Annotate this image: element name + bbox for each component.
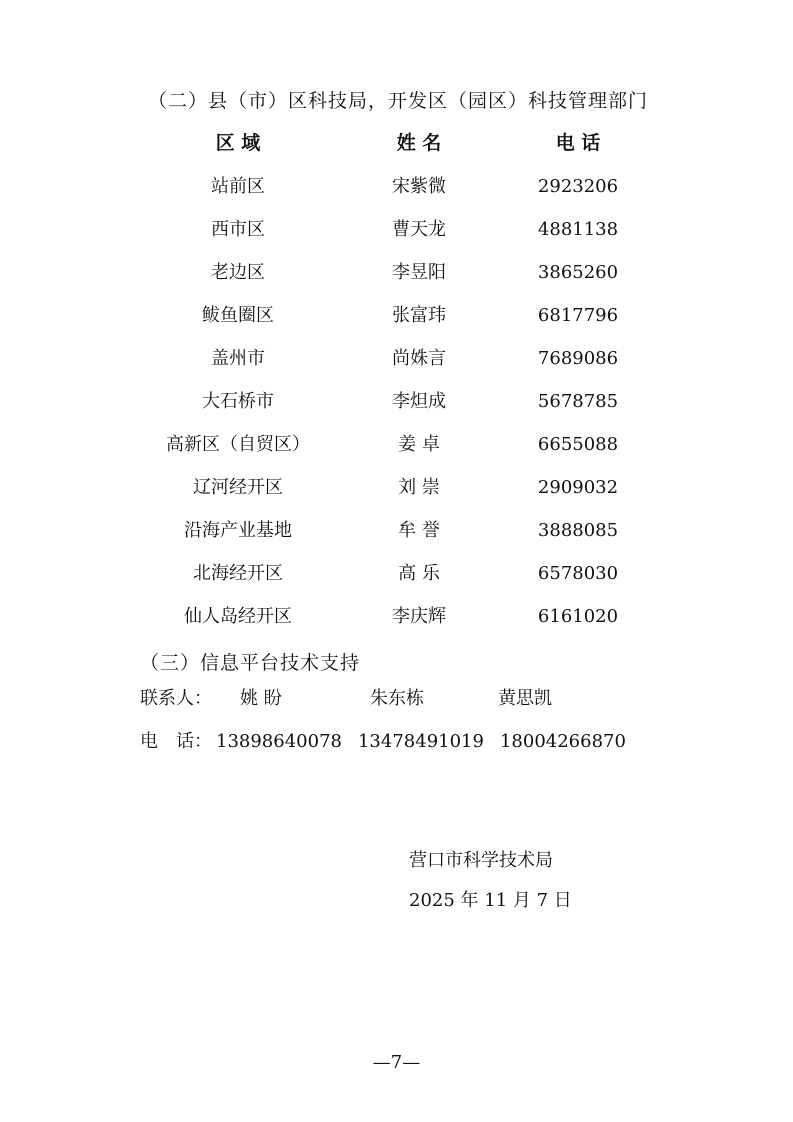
phone-cell: 7689086 <box>537 348 619 369</box>
page-number: —7— <box>372 1052 421 1073</box>
name-cell: 李庆辉 <box>392 606 446 627</box>
name-cell: 李昱阳 <box>392 262 446 283</box>
area-cell: 站前区 <box>211 176 265 197</box>
contact-person: 黄思凯 <box>498 688 552 709</box>
table-row <box>140 466 700 509</box>
table-row <box>140 423 700 466</box>
contact-phone: 13478491019 <box>357 731 484 752</box>
area-cell: 高新区（自贸区） <box>166 434 310 455</box>
table-row <box>140 509 700 552</box>
contact-phone: 18004266870 <box>499 731 626 752</box>
name-cell: 李炟成 <box>392 391 446 412</box>
table-row <box>140 294 700 337</box>
phone-cell: 6817796 <box>537 305 619 326</box>
column-header-name: 姓 名 <box>396 132 442 154</box>
area-cell: 北海经开区 <box>193 563 283 584</box>
section-3-heading: （三）信息平台技术支持 <box>140 652 361 674</box>
table-row <box>140 595 700 638</box>
contact-table <box>140 122 700 638</box>
contact-person: 姚 盼 <box>240 688 282 709</box>
contact-label: 联系人： <box>140 688 212 709</box>
column-header-phone: 电 话 <box>555 132 601 154</box>
area-cell: 西市区 <box>211 219 265 240</box>
table-row <box>140 208 700 251</box>
table-header-row <box>140 122 700 165</box>
name-cell: 牟 誉 <box>398 520 440 541</box>
phone-cell: 3888085 <box>537 520 619 541</box>
phone-cell: 4881138 <box>537 219 619 240</box>
phone-cell: 5678785 <box>537 391 619 412</box>
column-header-area: 区 域 <box>215 132 261 154</box>
table-row <box>140 165 700 208</box>
name-cell: 尚姝言 <box>392 348 446 369</box>
contact-phones-line <box>140 727 626 753</box>
signature-organization: 营口市科学技术局 <box>409 850 553 871</box>
phone-cell: 6578030 <box>537 563 619 584</box>
table-row <box>140 251 700 294</box>
table-row <box>140 380 700 423</box>
area-cell: 仙人岛经开区 <box>184 606 292 627</box>
contact-person: 朱东栋 <box>370 688 424 709</box>
name-cell: 张富玮 <box>392 305 446 326</box>
phone-cell: 6655088 <box>537 434 619 455</box>
area-cell: 老边区 <box>211 262 265 283</box>
name-cell: 刘 崇 <box>398 477 440 498</box>
section-2-heading: （二）县（市）区科技局，开发区（园区）科技管理部门 <box>148 90 649 112</box>
phone-cell: 6161020 <box>537 606 619 627</box>
table-row <box>140 552 700 595</box>
phone-cell: 3865260 <box>537 262 619 283</box>
area-cell: 大石桥市 <box>202 391 274 412</box>
name-cell: 曹天龙 <box>392 219 446 240</box>
name-cell: 姜 卓 <box>398 434 440 455</box>
table-row <box>140 337 700 380</box>
phone-cell: 2923206 <box>537 176 619 197</box>
phone-label: 电 话： <box>140 731 212 752</box>
phone-cell: 2909032 <box>537 477 619 498</box>
name-cell: 宋紫微 <box>392 176 446 197</box>
area-cell: 鲅鱼圈区 <box>202 305 274 326</box>
area-cell: 盖州市 <box>211 348 265 369</box>
signature-date: 2025 年 11 月 7 日 <box>409 890 572 911</box>
contact-phone: 13898640078 <box>216 731 342 752</box>
area-cell: 辽河经开区 <box>193 477 283 498</box>
area-cell: 沿海产业基地 <box>184 520 292 541</box>
name-cell: 高 乐 <box>398 563 440 584</box>
contact-persons-line <box>140 684 552 710</box>
